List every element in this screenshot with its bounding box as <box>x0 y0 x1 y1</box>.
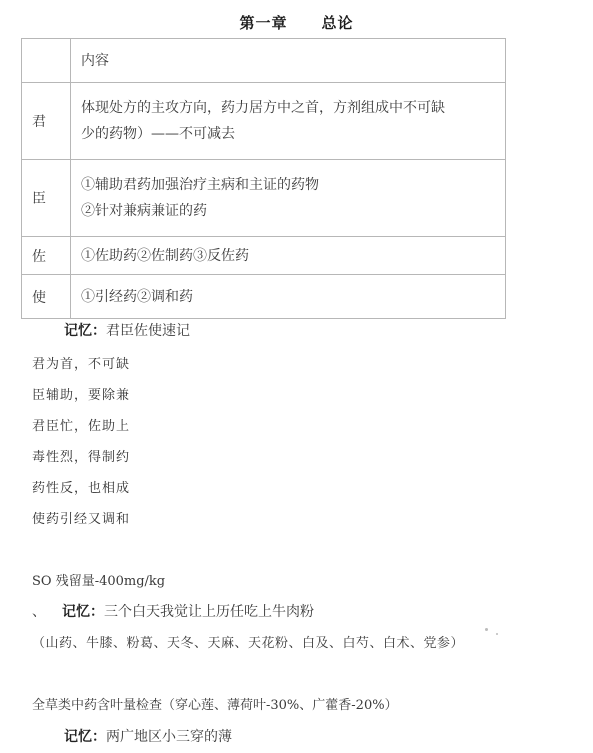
scan-speck <box>496 633 498 635</box>
content-line: 体现处方的主攻方向，药力居方中之首，方剂组成中不可缺 <box>81 100 445 116</box>
memory-label: 记忆： <box>64 323 106 339</box>
content-line: ①佐助药②佐制药③反佐药 <box>81 247 249 264</box>
content-cell <box>71 83 506 160</box>
table-header-cell-content: 内容 <box>71 39 506 83</box>
role-cell: 臣 <box>22 160 71 237</box>
table-header-row <box>22 39 506 83</box>
memory-text: 君臣佐使速记 <box>106 323 190 339</box>
content-line: ①引经药②调和药 <box>81 288 193 305</box>
chapter-name: 总论 <box>321 14 354 32</box>
list-marker: 、 <box>32 604 46 620</box>
memory-note-3 <box>64 726 232 746</box>
poem-line: 毒性烈，得制约 <box>32 450 131 465</box>
scan-speck <box>485 628 488 631</box>
content-line: ②针对兼病兼证的药 <box>81 203 207 219</box>
herb-list: （山药、牛膝、粉葛、天冬、天麻、天花粉、白及、白芍、白术、党参） <box>32 636 465 651</box>
page-title <box>0 12 593 33</box>
memory-note-1 <box>64 320 190 340</box>
role-cell: 使 <box>22 275 71 319</box>
so-residue-line: SO 残留量-400mg/kg <box>32 574 166 589</box>
memory-text: 两广地区小三穿的薄 <box>106 729 232 745</box>
content-cell <box>71 237 506 275</box>
table-row <box>22 160 506 237</box>
poem-line: 君为首，不可缺 <box>32 357 131 372</box>
table-row <box>22 237 506 275</box>
poem-line: 药性反，也相成 <box>32 481 131 496</box>
table-row <box>22 275 506 319</box>
content-line: ①辅助君药加强治疗主病和主证的药物 <box>81 177 319 193</box>
memory-text: 三个白天我觉让上历任吃上牛肉粉 <box>104 604 314 620</box>
poem-line: 臣辅助，要除兼 <box>32 388 131 403</box>
chapter-number: 第一章 <box>239 14 288 32</box>
table-header-cell-empty <box>22 39 71 83</box>
role-cell: 君 <box>22 83 71 160</box>
memory-label: 记忆： <box>64 729 106 745</box>
memory-note-2 <box>32 601 314 621</box>
memory-label: 记忆： <box>62 604 104 620</box>
jun-chen-zuo-shi-table <box>21 38 506 319</box>
table-row <box>22 83 506 160</box>
poem-line: 君臣忙，佐助上 <box>32 419 131 434</box>
poem-line: 使药引经又调和 <box>32 512 131 527</box>
content-cell <box>71 275 506 319</box>
content-line: 少的药物）——不可减去 <box>81 126 235 142</box>
role-cell: 佐 <box>22 237 71 275</box>
content-cell <box>71 160 506 237</box>
whole-herb-leaf-content-line: 全草类中药含叶量检查（穿心莲、薄荷叶-30%、广藿香-20%） <box>32 698 398 713</box>
